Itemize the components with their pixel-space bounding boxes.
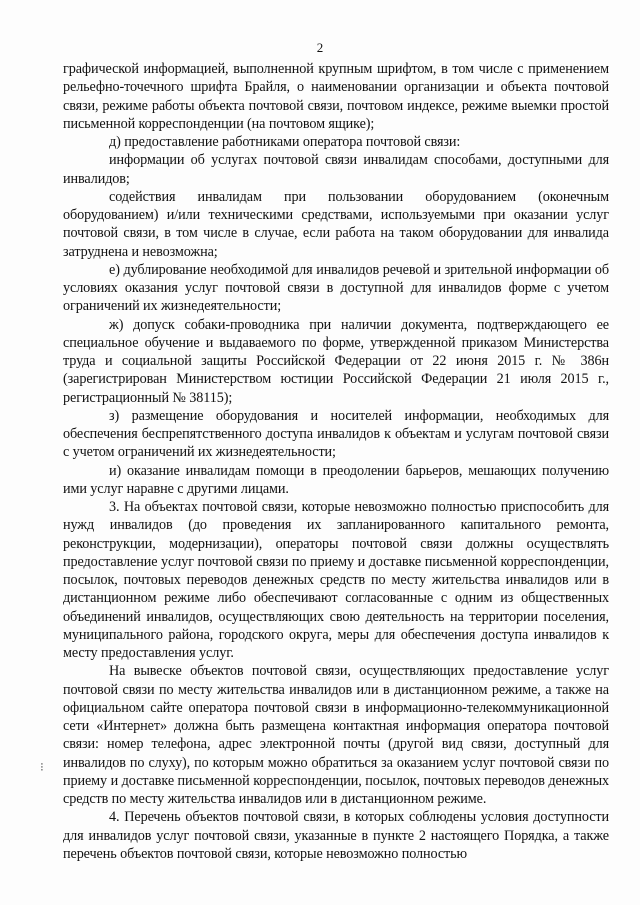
paragraph-item-z: з) размещение оборудования и носителей информации, необходимых для обеспечения беспрепятственного доступа инвалидов к объектам и услугам почтовой связи с учетом ограничений их жизнедеятельности; <box>63 407 609 461</box>
paragraph-assistance: содействия инвалидам при пользовании оборудованием (оконечным оборудованием) и/или техническими средствами, используемыми при оказании услуг почтовой связи, в том числе в случае, если работа на таком оборудовании для инвалида затруднена и невозможна; <box>63 188 609 260</box>
paragraph-info-services: информации об услугах почтовой связи инвалидам способами, доступными для инвалидов; <box>63 152 609 187</box>
paragraph-item-d: д) предоставление работниками оператора почтовой связи: <box>109 134 461 150</box>
page-number: 2 <box>316 40 324 55</box>
paragraph-item-e: е) дублирование необходимой для инвалидов речевой и зрительной информации об условиях оказания услуг почтовой связи в доступной для инвалидов форме с учетом ограничений их жизнедеятельности; <box>63 261 609 315</box>
paragraph-signage: На вывеске объектов почтовой связи, осуществляющих предоставление услуг почтовой связи по месту жительства инвалидов или в дистанционном режиме, а также на официальном сайте оператора почтовой связи в информационно-телекоммуникационной сети «Интернет» должна быть размещена контактная информация оператора почтовой связи: номер телефона, адрес электронной почты (другой вид связи, доступный для инвалидов по слуху), по которым можно обратиться за оказанием услуг почтовой связи по приему и доставке письменной корреспонденции, посылок, почтовых переводов денежных средств по месту жительства инвалидов или в дистанционном режиме. <box>63 663 609 807</box>
document-body <box>63 60 609 863</box>
paragraph-section-4: 4. Перечень объектов почтовой связи, в которых соблюдены условия доступности для инвалидов услуг почтовой связи, указанные в пункте 2 настоящего Порядка, а также перечень объектов почтовой связи, которые невозможно полностью <box>63 809 609 862</box>
margin-mark: ⁝ <box>40 760 44 774</box>
paragraph-continuation: графической информацией, выполненной крупным шрифтом, в том числе с применением рельефно-точечного шрифта Брайля, о наименовании организации и объекта почтовой связи, режиме работы объекта почтовой связи, почтовом индексе, режиме выемки простой письменной корреспонденции (на почтовом ящике); <box>63 61 609 132</box>
paragraph-item-zh: ж) допуск собаки-проводника при наличии документа, подтверждающего ее специальное обучение и выдаваемого по форме, утвержденной приказом Министерства труда и социальной защиты Российской Федерации от 22 июня 2015 г. № 386н (зарегистрирован Министерством юстиции Российской Федерации 21 июля 2015 г., регистрационный № 38115); <box>63 316 609 406</box>
paragraph-section-3: 3. На объектах почтовой связи, которые невозможно полностью приспособить для нужд инвалидов (до проведения их запланированного капитального ремонта, реконструкции, модернизации), операторы почтовой связи должны осуществлять предоставление услуг почтовой связи по приему и доставке письменной корреспонденции, посылок, почтовых переводов денежных средств по месту жительства инвалидов или в дистанционном режиме либо обеспечивают согласованные с одним из общественных объединений инвалидов, осуществляющих свою деятельность на территории поселения, муниципального района, городского округа, меры для обеспечения доступа инвалидов к месту предоставления услуг. <box>63 499 609 661</box>
paragraph-item-i: и) оказание инвалидам помощи в преодолении барьеров, мешающих получению ими услуг наравне с другими лицами. <box>63 462 609 497</box>
